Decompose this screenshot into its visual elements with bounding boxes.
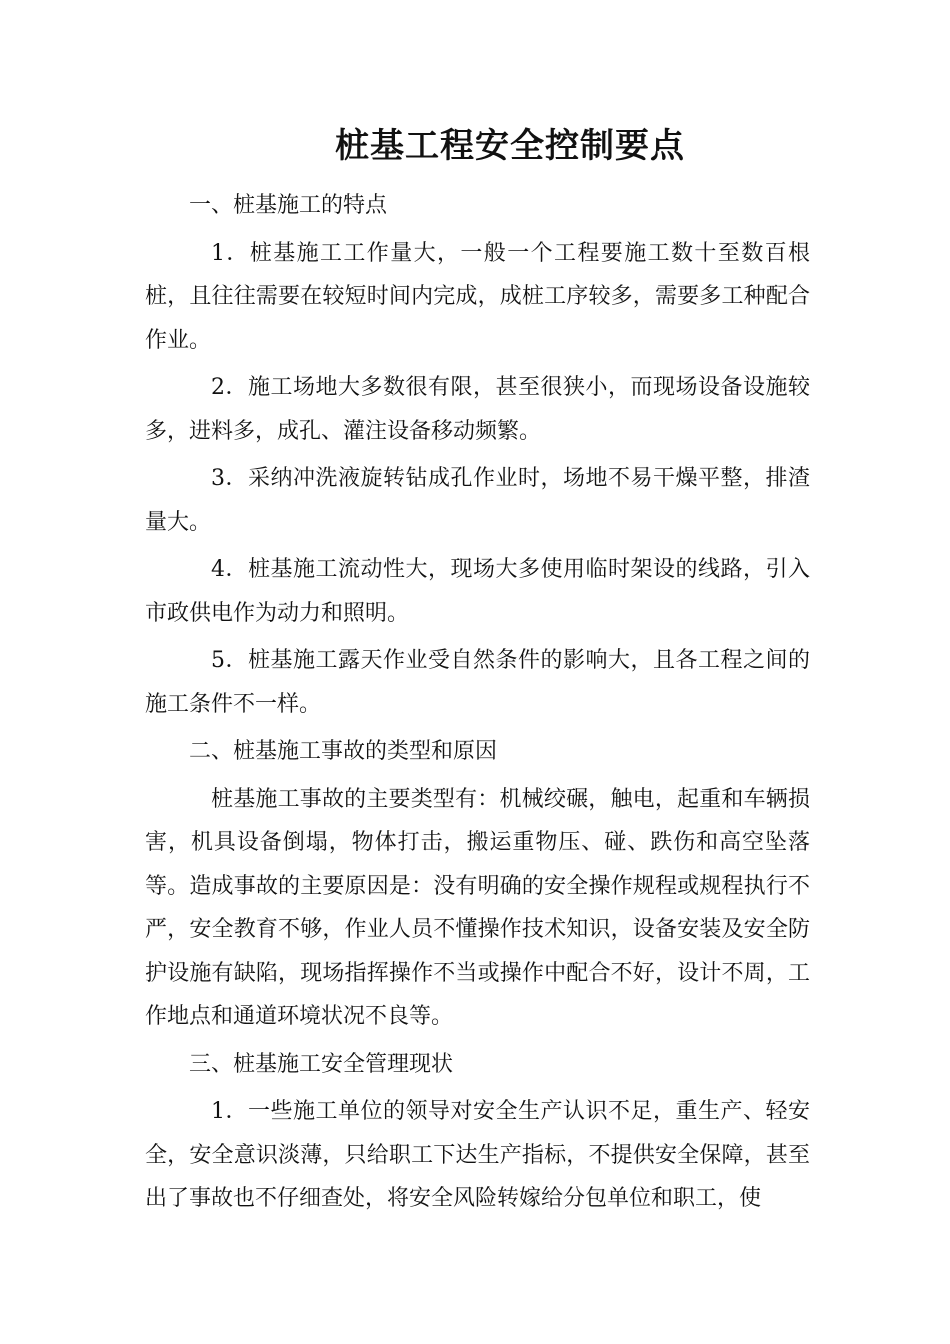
document-title: 桩基工程安全控制要点 <box>335 126 685 166</box>
section-heading-3: 三、桩基施工安全管理现状 <box>189 1051 454 1077</box>
paragraph: 桩基施工事故的主要类型有：机械绞碾，触电，起重和车辆损害，机具设备倒塌，物体打击，搬运重物压、碰、跌伤和高空坠落等。造成事故的主要原因是：没有明确的安全操作规程或规程执行不严，安全教育不够，作业人员不懂操作技术知识，设备安装及安全防护设施有缺陷，现场指挥操作不当或操作中配合不好，设计不周，工作地点和通道环境状况不良等。 <box>145 786 810 1029</box>
paragraph: 3．采纳冲洗液旋转钻成孔作业时，场地不易干燥平整，排渣量大。 <box>145 466 810 535</box>
paragraph: 1．一些施工单位的领导对安全生产认识不足，重生产、轻安全，安全意识淡薄，只给职工下达生产指标，不提供安全保障，甚至出了事故也不仔细查处，将安全风险转嫁给分包单位和职工，使 <box>145 1099 810 1211</box>
document-body <box>145 184 810 1225</box>
section-heading-1: 一、桩基施工的特点 <box>189 193 388 218</box>
section-heading-2: 二、桩基施工事故的类型和原因 <box>189 739 498 764</box>
paragraph: 2．施工场地大多数很有限，甚至很狭小，而现场设备设施较多，进料多，成孔、灌注设备移动频繁。 <box>145 375 810 444</box>
paragraph: 1．桩基施工工作量大，一般一个工程要施工数十至数百根桩，且往往需要在较短时间内完成，成桩工序较多，需要多工种配合作业。 <box>145 240 810 353</box>
paragraph: 4．桩基施工流动性大，现场大多使用临时架设的线路，引入市政供电作为动力和照明。 <box>145 557 810 626</box>
paragraph: 5．桩基施工露天作业受自然条件的影响大，且各工程之间的施工条件不一样。 <box>145 648 810 717</box>
